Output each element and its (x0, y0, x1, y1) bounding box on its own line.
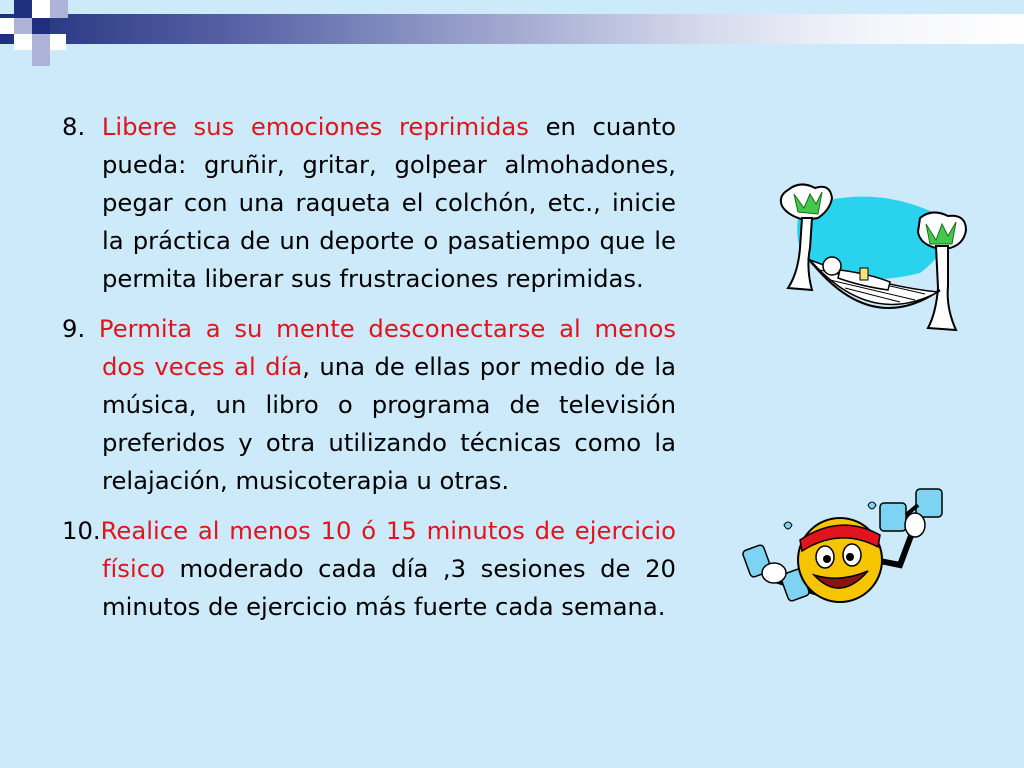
exercising-smiley-clipart (740, 485, 955, 620)
decor-square (14, 34, 32, 50)
decor-square (32, 0, 50, 18)
decor-square (50, 0, 68, 18)
decor-square (14, 0, 32, 18)
item-highlight: Permita a su mente desconectarse al menos dos veces al día (98, 314, 677, 381)
item-text: en cuanto pueda: gruñir, gritar, golpear almohadones, pegar con una raqueta el colchón, etc., inicie la práctica de un deporte o pasatiempo que le permita liberar sus frustraciones reprimidas. (102, 112, 676, 293)
decor-square (50, 34, 66, 50)
item-number: 10. (62, 516, 101, 545)
list-item (62, 310, 676, 500)
item-number: 8. (62, 112, 102, 141)
header-gradient-bar (0, 14, 1024, 44)
item-number: 9. (62, 314, 99, 343)
item-text: , una de ellas por medio de la música, un libro o programa de televisión preferidos y otra utilizando técnicas como la relajación, musicoterapia u otras. (102, 352, 676, 495)
item-highlight: Realice al menos 10 ó 15 minutos de ejercicio físico (100, 516, 676, 583)
decor-square (32, 50, 50, 66)
decor-square (14, 18, 32, 34)
list-item (62, 512, 676, 626)
decor-square (32, 34, 50, 50)
list-item (62, 108, 676, 298)
decor-square (0, 18, 14, 34)
decor-square (32, 18, 50, 34)
item-highlight: Libere sus emociones reprimidas (101, 112, 529, 141)
hammock-clipart (760, 178, 980, 338)
item-text: moderado cada día ,3 sesiones de 20 minutos de ejercicio más fuerte cada semana. (102, 554, 676, 621)
advice-list (62, 108, 676, 638)
